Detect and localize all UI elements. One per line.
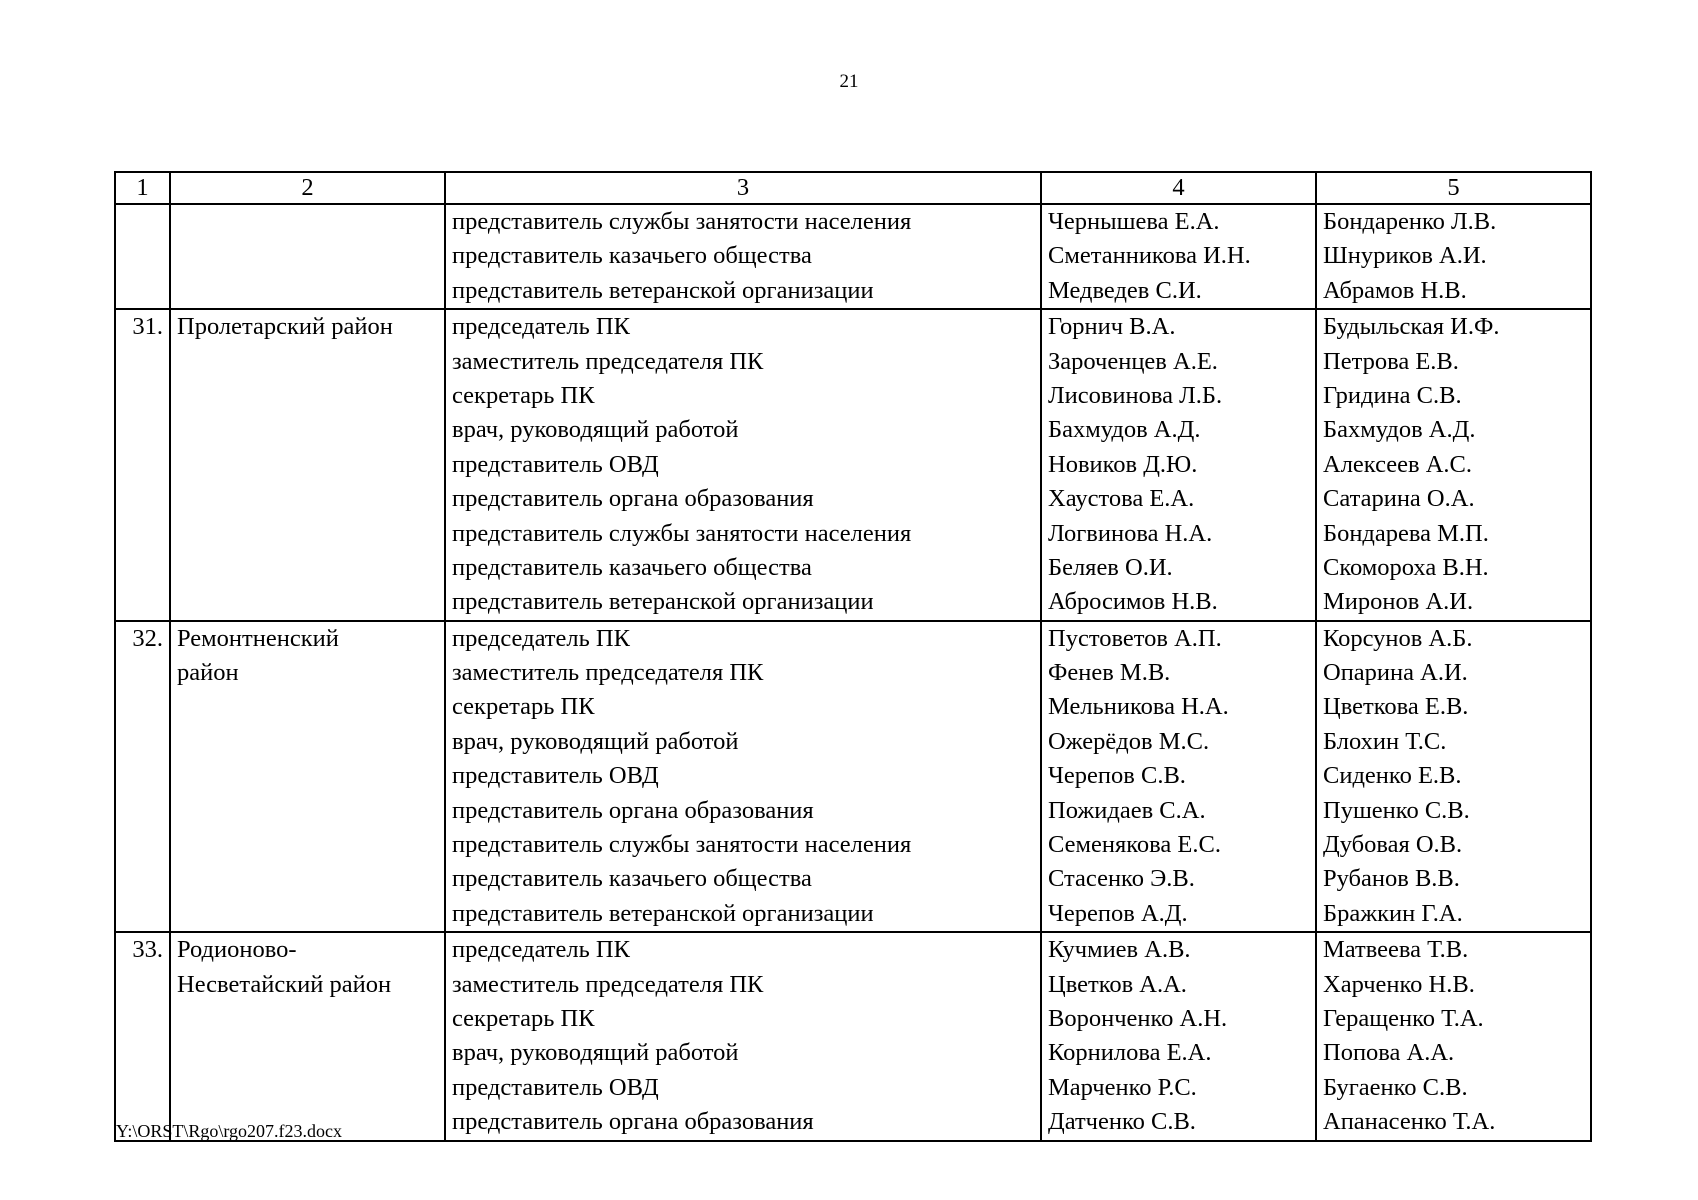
- member-name: Абросимов Н.В.: [1048, 588, 1218, 616]
- reserve-name: Корсунов А.Б.: [1323, 624, 1473, 652]
- district-cell: [170, 621, 445, 933]
- table-row: [115, 309, 1591, 621]
- reserve-name: Алексеев А.С.: [1323, 450, 1472, 478]
- member-name: Логвинова Н.А.: [1048, 519, 1213, 547]
- role-line: представитель органа образования: [452, 485, 814, 513]
- role-line: представитель органа образования: [452, 1108, 814, 1136]
- member-name: Семенякова Е.С.: [1048, 831, 1221, 859]
- reserve-name: Геращенко Т.А.: [1323, 1004, 1484, 1032]
- role-line: представитель ОВД: [452, 1073, 659, 1101]
- role-line: врач, руководящий работой: [452, 1039, 739, 1067]
- row-number: 32.: [132, 624, 163, 652]
- member-name: Пожидаев С.А.: [1048, 796, 1206, 824]
- member-name: Лисовинова Л.Б.: [1048, 381, 1223, 409]
- reserve-name: Харченко Н.В.: [1323, 970, 1475, 998]
- member-name: Кучмиев А.В.: [1048, 936, 1191, 964]
- reserve-name: Скомороха В.Н.: [1323, 553, 1489, 581]
- reserve-name: Пушенко С.В.: [1323, 796, 1470, 824]
- role-line: заместитель председателя ПК: [452, 970, 764, 998]
- district-cell: [170, 204, 445, 309]
- table-row: [115, 621, 1591, 933]
- reserve-name: Попова А.А.: [1323, 1039, 1455, 1067]
- member-name: Черепов А.Д.: [1048, 899, 1188, 927]
- role-cell: [445, 309, 1041, 621]
- table-row: [115, 204, 1591, 309]
- row-number-cell: [115, 932, 170, 1140]
- district-line: Несветайский район: [177, 970, 392, 998]
- member-name: Ожерёдов М.С.: [1048, 727, 1210, 755]
- member-cell: [1041, 932, 1316, 1140]
- district-line: Родионово-: [177, 936, 297, 964]
- member-cell: [1041, 204, 1316, 309]
- row-number-cell: [115, 204, 170, 309]
- role-line: председатель ПК: [452, 936, 630, 964]
- reserve-name: Рубанов В.В.: [1323, 865, 1460, 893]
- district-line: Пролетарский район: [177, 313, 393, 341]
- role-line: представитель казачьего общества: [452, 242, 812, 270]
- role-line: заместитель председателя ПК: [452, 659, 764, 687]
- role-line: врач, руководящий работой: [452, 416, 739, 444]
- role-line: заместитель председателя ПК: [452, 347, 764, 375]
- header-cell: 1: [115, 172, 170, 204]
- role-cell: [445, 204, 1041, 309]
- member-cell: [1041, 621, 1316, 933]
- member-name: Горнич В.А.: [1048, 313, 1176, 341]
- reserve-name: Бахмудов А.Д.: [1323, 416, 1476, 444]
- district-cell: [170, 309, 445, 621]
- member-name: Цветков А.А.: [1048, 970, 1187, 998]
- district-line: Ремонтненский: [177, 624, 339, 652]
- role-line: представитель органа образования: [452, 796, 814, 824]
- role-line: представитель казачьего общества: [452, 553, 812, 581]
- member-name: Воронченко А.Н.: [1048, 1004, 1228, 1032]
- commission-table: [114, 171, 1592, 1142]
- reserve-name: Сатарина О.А.: [1323, 485, 1475, 513]
- file-path-footer: Y:\ORST\Rgo\rgo207.f23.docx: [116, 1121, 343, 1141]
- reserve-name: Дубовая О.В.: [1323, 831, 1463, 859]
- role-cell: [445, 932, 1041, 1140]
- member-name: Датченко С.В.: [1048, 1108, 1196, 1136]
- member-name: Новиков Д.Ю.: [1048, 450, 1198, 478]
- member-name: Беляев О.И.: [1048, 553, 1173, 581]
- member-name: Хаустова Е.А.: [1048, 485, 1195, 513]
- role-line: представитель ОВД: [452, 450, 659, 478]
- member-name: Чернышева Е.А.: [1048, 208, 1220, 235]
- role-cell: [445, 621, 1041, 933]
- role-line: секретарь ПК: [452, 1004, 595, 1032]
- reserve-cell: [1316, 621, 1591, 933]
- member-name: Медведев С.И.: [1048, 276, 1202, 304]
- role-line: секретарь ПК: [452, 381, 595, 409]
- row-number-cell: [115, 309, 170, 621]
- reserve-cell: [1316, 932, 1591, 1140]
- member-name: Зароченцев А.Е.: [1048, 347, 1218, 375]
- member-name: Мельникова Н.А.: [1048, 693, 1229, 721]
- role-line: представитель ветеранской организации: [452, 588, 874, 616]
- role-line: представитель казачьего общества: [452, 865, 812, 893]
- row-number-cell: [115, 621, 170, 933]
- reserve-name: Миронов А.И.: [1323, 588, 1474, 616]
- reserve-name: Шнуриков А.И.: [1323, 242, 1487, 270]
- role-line: представитель службы занятости населения: [452, 519, 912, 547]
- member-name: Бахмудов А.Д.: [1048, 416, 1201, 444]
- role-line: представитель ОВД: [452, 762, 659, 790]
- reserve-name: Сиденко Е.В.: [1323, 762, 1462, 790]
- reserve-name: Гридина С.В.: [1323, 381, 1462, 409]
- row-number: 33.: [132, 936, 163, 964]
- reserve-name: Будыльская И.Ф.: [1323, 313, 1500, 341]
- reserve-name: Бондарева М.П.: [1323, 519, 1489, 547]
- header-cell: 4: [1041, 172, 1316, 204]
- role-line: представитель службы занятости населения: [452, 208, 912, 235]
- role-line: председатель ПК: [452, 313, 630, 341]
- reserve-cell: [1316, 309, 1591, 621]
- role-line: секретарь ПК: [452, 693, 595, 721]
- page-number: 21: [839, 71, 859, 92]
- reserve-name: Бугаенко С.В.: [1323, 1073, 1468, 1101]
- member-name: Пустоветов А.П.: [1048, 624, 1222, 652]
- reserve-name: Матвеева Т.В.: [1323, 936, 1469, 964]
- row-number: [122, 205, 163, 239]
- table-header-row: [115, 172, 1591, 204]
- member-name: Сметанникова И.Н.: [1048, 242, 1251, 270]
- reserve-name: Цветкова Е.В.: [1323, 693, 1469, 721]
- header-cell: 2: [170, 172, 445, 204]
- reserve-name: Блохин Т.С.: [1323, 727, 1447, 755]
- member-name: Корнилова Е.А.: [1048, 1039, 1212, 1067]
- reserve-name: Петрова Е.В.: [1323, 347, 1459, 375]
- role-line: председатель ПК: [452, 624, 630, 652]
- header-cell: 3: [445, 172, 1041, 204]
- row-number: 31.: [132, 313, 163, 341]
- district-cell: [170, 932, 445, 1140]
- role-line: представитель ветеранской организации: [452, 276, 874, 304]
- role-line: представитель службы занятости населения: [452, 831, 912, 859]
- member-name: Фенев М.В.: [1048, 659, 1171, 687]
- reserve-name: Бондаренко Л.В.: [1323, 208, 1497, 235]
- role-line: врач, руководящий работой: [452, 727, 739, 755]
- member-name: Черепов С.В.: [1048, 762, 1186, 790]
- reserve-name: Абрамов Н.В.: [1323, 276, 1467, 304]
- reserve-cell: [1316, 204, 1591, 309]
- header-cell: 5: [1316, 172, 1591, 204]
- member-name: Стасенко Э.В.: [1048, 865, 1195, 893]
- role-line: представитель ветеранской организации: [452, 899, 874, 927]
- reserve-name: Бражкин Г.А.: [1323, 899, 1463, 927]
- reserve-name: Апанасенко Т.А.: [1323, 1108, 1496, 1136]
- member-name: Марченко Р.С.: [1048, 1073, 1197, 1101]
- reserve-name: Опарина А.И.: [1323, 659, 1468, 687]
- member-cell: [1041, 309, 1316, 621]
- table-row: [115, 932, 1591, 1140]
- district-line: район: [177, 659, 239, 687]
